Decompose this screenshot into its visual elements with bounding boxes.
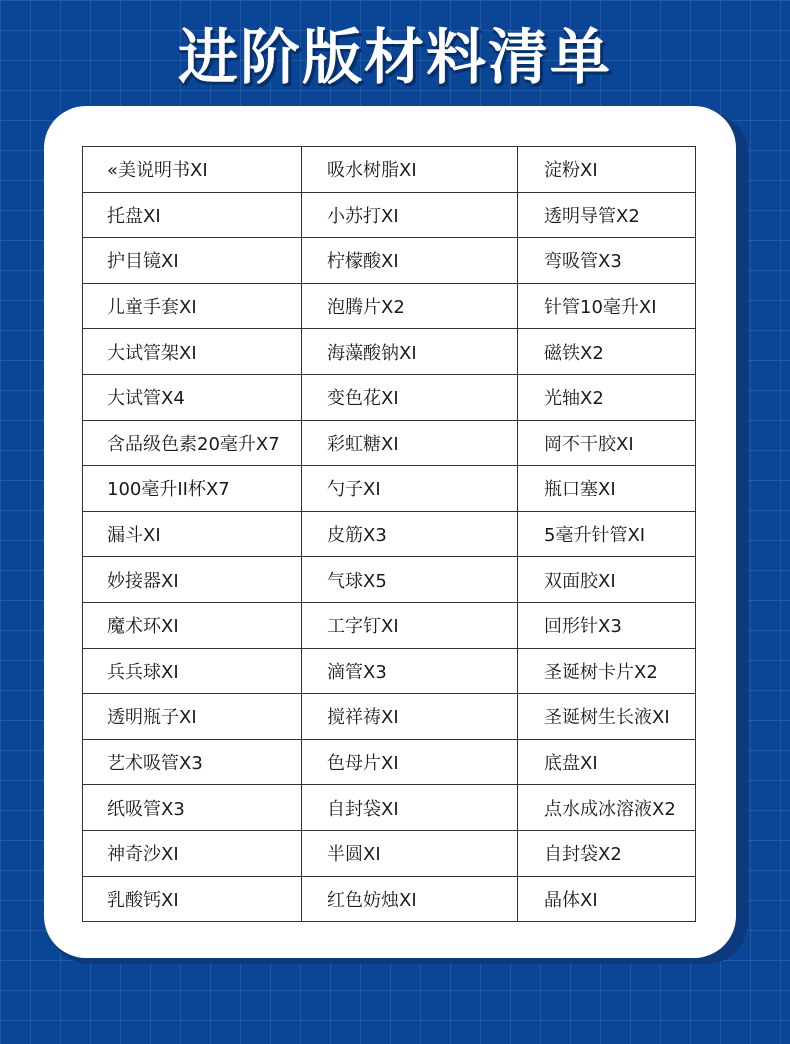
material-item: 乳酸钙XI [83, 876, 302, 922]
material-item: 工字钉XI [302, 602, 518, 648]
material-item: 回形针X3 [518, 602, 696, 648]
material-item: 半圆XI [302, 830, 518, 876]
material-item: 柠檬酸XI [302, 238, 518, 284]
material-item: 含品级色素20毫升X7 [83, 420, 302, 466]
material-item: 晶体XI [518, 876, 696, 922]
material-item: 双面胶XI [518, 557, 696, 603]
material-item: 吸水树脂XI [302, 147, 518, 193]
material-item: 针管10毫升XI [518, 283, 696, 329]
material-item: 圣诞树卡片X2 [518, 648, 696, 694]
material-item: 光轴X2 [518, 374, 696, 420]
material-item: 透明瓶子XI [83, 694, 302, 740]
material-item: 滴管X3 [302, 648, 518, 694]
material-item: 漏斗XI [83, 511, 302, 557]
material-item: 磁铁X2 [518, 329, 696, 375]
table-row [83, 694, 696, 740]
material-item: 变色花XI [302, 374, 518, 420]
table-row [83, 238, 696, 284]
table-row [83, 283, 696, 329]
table-row [83, 830, 696, 876]
material-item: 儿童手套XI [83, 283, 302, 329]
table-row [83, 785, 696, 831]
material-item: 红色妨烛XI [302, 876, 518, 922]
material-item: 气球X5 [302, 557, 518, 603]
material-item: 5毫升针管XI [518, 511, 696, 557]
table-row [83, 739, 696, 785]
material-item: 点水成冰溶液X2 [518, 785, 696, 831]
table-row [83, 466, 696, 512]
material-item: 底盘XI [518, 739, 696, 785]
material-item: 大试管架XI [83, 329, 302, 375]
material-item: 泡腾片X2 [302, 283, 518, 329]
page-title: 进阶版材料清单 [178, 23, 612, 93]
table-row [83, 648, 696, 694]
table-row [83, 420, 696, 466]
material-item: 自封袋XI [302, 785, 518, 831]
material-item: 皮筋X3 [302, 511, 518, 557]
material-item: 护目镜XI [83, 238, 302, 284]
material-item: 淀粉XI [518, 147, 696, 193]
material-item: 纸吸管X3 [83, 785, 302, 831]
material-item: 自封袋X2 [518, 830, 696, 876]
material-item: 彩虹糖XI [302, 420, 518, 466]
material-item: 色母片XI [302, 739, 518, 785]
material-item: 弯吸管X3 [518, 238, 696, 284]
material-item: 100毫升II杯X7 [83, 466, 302, 512]
table-row [83, 147, 696, 193]
table-row [83, 557, 696, 603]
material-item: 小苏打XI [302, 192, 518, 238]
table-row [83, 192, 696, 238]
material-item: 妙接器XI [83, 557, 302, 603]
material-item: 搅祥祷XI [302, 694, 518, 740]
table-row [83, 374, 696, 420]
materials-table [82, 146, 696, 922]
table-row [83, 602, 696, 648]
material-item: 勺子XI [302, 466, 518, 512]
material-item: 岡不干胶XI [518, 420, 696, 466]
material-item: 透明导管X2 [518, 192, 696, 238]
material-item: 艺术吸管X3 [83, 739, 302, 785]
table-row [83, 876, 696, 922]
material-item: 兵兵球XI [83, 648, 302, 694]
materials-table-body [83, 147, 696, 922]
material-item: 圣诞树生长液XI [518, 694, 696, 740]
table-row [83, 329, 696, 375]
material-item: 大试管X4 [83, 374, 302, 420]
material-item: 托盘XI [83, 192, 302, 238]
material-item: 魔术环XI [83, 602, 302, 648]
material-item: 海藻酸钠XI [302, 329, 518, 375]
material-item: 瓶口塞XI [518, 466, 696, 512]
material-item: 神奇沙XI [83, 830, 302, 876]
table-row [83, 511, 696, 557]
material-item: «美说明书XI [83, 147, 302, 193]
